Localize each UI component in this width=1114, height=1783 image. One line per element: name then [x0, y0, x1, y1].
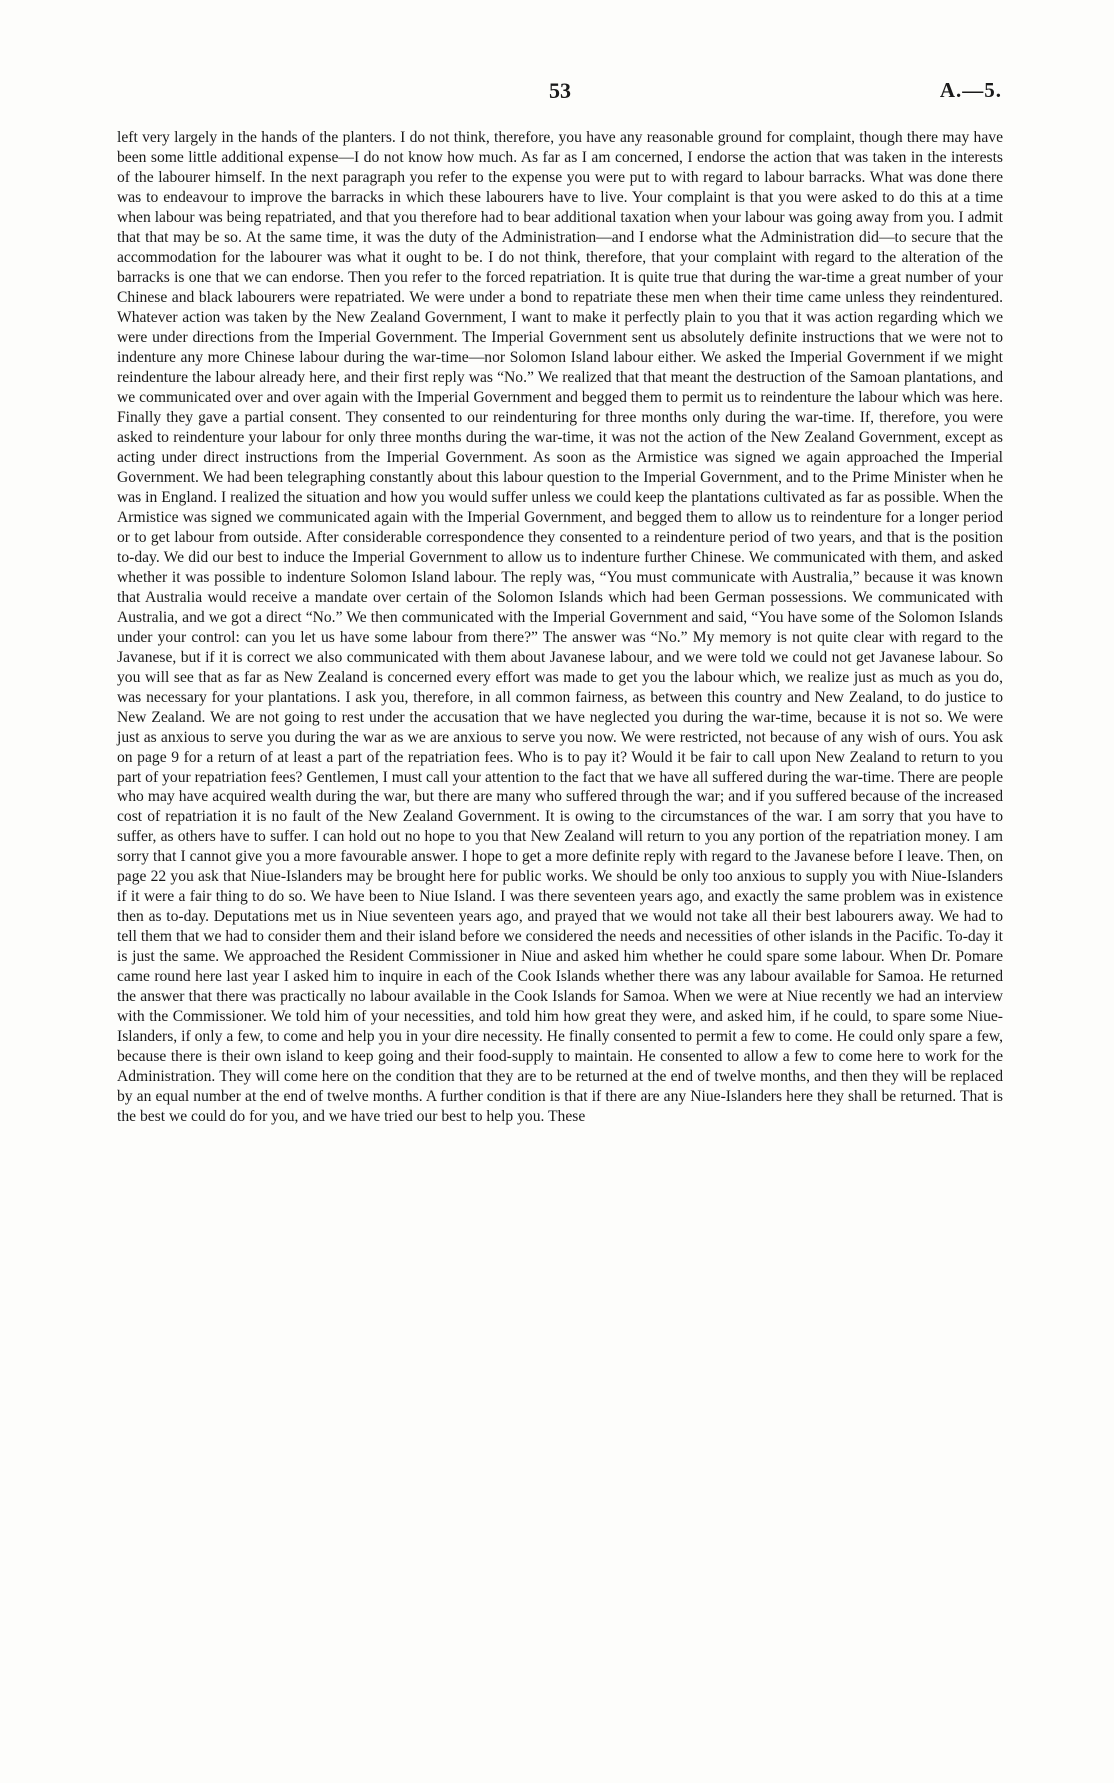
page-number: 53 — [549, 78, 571, 103]
document-reference: A.—5. — [939, 78, 1002, 102]
page-header — [118, 78, 1002, 112]
body-paragraph: left very largely in the hands of the planters. I do not think, therefore, you have any reasonable ground for complaint, though there may have been some little additional expense—I do not know how much. As far as I am concerned, I endorse the action that was taken in the interests of the labourer himself. In the next paragraph you refer to the expense you were put to with regard to labour barracks. What was done there was to endeavour to improve the barracks in which these labourers have to live. Your complaint is that you were asked to do this at a time when labour was being repatriated, and that you therefore had to bear additional taxation when your labour was going away from you. I admit that that may be so. At the same time, it was the duty of the Administration—and I endorse what the Administration did—to secure that the accommodation for the labourer was what it ought to be. I do not think, therefore, that your complaint with regard to the alteration of the barracks is one that we can endorse. Then you refer to the forced repatriation. It is quite true that during the war-time a great number of your Chinese and black labourers were repatriated. We were under a bond to repatriate these men when their time came unless they reindentured. Whatever action was taken by the New Zealand Government, I want to make it perfectly plain to you that it was action regarding which we were under directions from the Imperial Government. The Imperial Government sent us absolutely definite instructions that we were not to indenture any more Chinese labour during the war-time—nor Solomon Island labour either. We asked the Imperial Government if we might reindenture the labour already here, and their first reply was “No.” We realized that that meant the destruction of the Samoan plantations, and we communicated over and over again with the Imperial Government and begged them to permit us to reindenture the labour which was here. Finally they gave a partial consent. They consented to our reindenturing for three months only during the war-time. If, therefore, you were asked to reindenture your labour for only three months during the war-time, it was not the action of the New Zealand Government, except as acting under direct instructions from the Imperial Government. As soon as the Armistice was signed we again approached the Imperial Government. We had been telegraphing constantly about this labour question to the Imperial Government, and to the Prime Minister when he was in England. I realized the situation and how you would suffer unless we could keep the plantations cultivated as far as possible. When the Armistice was signed we communicated again with the Imperial Government, and begged them to allow us to reindenture for a longer period or to get labour from outside. After considerable correspondence they consented to a reindenture period of two years, and that is the position to-day. We did our best to induce the Imperial Government to allow us to indenture further Chinese. We communicated with them, and asked whether it was possible to indenture Solomon Island labour. The reply was, “You must communicate with Australia,” because it was known that Australia would receive a mandate over certain of the Solomon Islands which had been German possessions. We communicated with Australia, and we got a direct “No.” We then communicated with the Imperial Government and said, “You have some of the Solomon Islands under your control: can you let us have some labour from there?” The answer was “No.” My memory is not quite clear with regard to the Javanese, but if it is correct we also communicated with them about Javanese labour, and we were told we could not get Javanese labour. So you will see that as far as New Zealand is concerned every effort was made to get you the labour which, we realize just as much as you do, was necessary for your plantations. I ask you, therefore, in all common fairness, as between this country and New Zealand, to do justice to New Zealand. We are not going to rest under the accusation that we have neglected you during the war-time, because it is not so. We were just as anxious to serve you during the war as we are anxious to serve you now. We were restricted, not because of any wish of ours. You ask on page 9 for a return of at least a part of the repatriation fees. Who is to pay it? Would it be fair to call upon New Zealand to return to you part of your repatriation fees? Gentlemen, I must call your attention to the fact that we have all suffered during the war-time. There are people who may have acquired wealth during the war, but there are many who suffered through the war; and if you suffered because of the increased cost of repatriation it is no fault of the New Zealand Government. It is owing to the circumstances of the war. I am sorry that you have to suffer, as others have to suffer. I can hold out no hope to you that New Zealand will return to you any portion of the repatriation money. I am sorry that I cannot give you a more favourable answer. I hope to get a more definite reply with regard to the Javanese before I leave. Then, on page 22 you ask that Niue-Islanders may be brought here for public works. We should be only too anxious to supply you with Niue-Islanders if it were a fair thing to do so. We have been to Niue Island. I was there seventeen years ago, and exactly the same problem was in existence then as to-day. Deputations met us in Niue seventeen years ago, and prayed that we would not take all their best labourers away. We had to tell them that we had to consider them and their island before we considered the needs and necessities of other islands in the Pacific. To-day it is just the same. We approached the Resident Commissioner in Niue and asked him whether he could spare some labour. When Dr. Pomare came round here last year I asked him to inquire in each of the Cook Islands whether there was any labour available for Samoa. He returned the answer that there was practically no labour available in the Cook Islands for Samoa. When we were at Niue recently we had an interview with the Commissioner. We told him of your necessities, and told him how great they were, and asked him, if he could, to spare some Niue-Islanders, if only a few, to come and help you in your dire necessity. He finally consented to permit a few to come. He could only spare a few, because there is their own island to keep going and their food-supply to maintain. He consented to allow a few to come here to work for the Administration. They will come here on the condition that they are to be returned at the end of twelve months, and then they will be replaced by an equal number at the end of twelve months. A further condition is that if there are any Niue-Islanders here they shall be returned. That is the best we could do for you, and we have tried our best to help you. These — [117, 129, 1003, 1126]
